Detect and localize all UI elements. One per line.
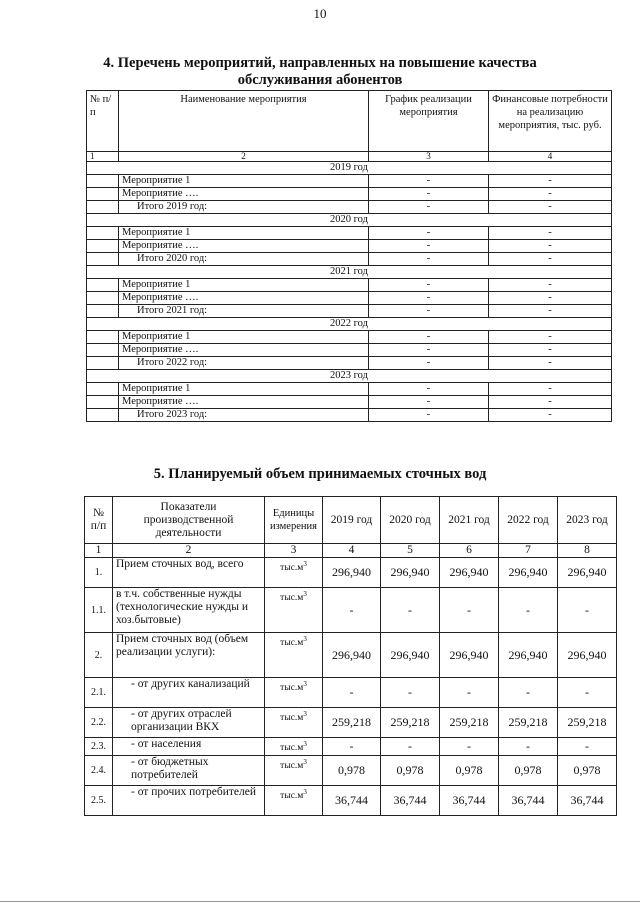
value-cell: 36,744 — [558, 786, 617, 816]
value-cell: - — [381, 588, 440, 633]
measure-name: Мероприятие …. — [119, 188, 369, 201]
value-cell: 259,218 — [558, 708, 617, 738]
unit-cell — [265, 738, 323, 756]
indicator-name: - от других отраслей организации ВКХ — [113, 708, 265, 738]
schedule-value: - — [369, 253, 489, 266]
unit-text: тыс.м — [280, 563, 304, 574]
unit-text: тыс.м — [280, 713, 304, 724]
unit-superscript: 3 — [303, 710, 307, 718]
value-cell: - — [558, 678, 617, 708]
year-row — [87, 214, 612, 227]
schedule-value: - — [369, 409, 489, 422]
schedule-value: - — [369, 383, 489, 396]
table-row — [87, 227, 612, 240]
table-row — [87, 357, 612, 370]
col-number: 3 — [369, 152, 489, 162]
table-row — [87, 175, 612, 188]
unit-cell — [265, 633, 323, 678]
header-year: 2020 год — [381, 497, 440, 544]
value-cell: 296,940 — [323, 558, 381, 588]
value-cell: - — [558, 588, 617, 633]
table-row — [87, 201, 612, 214]
schedule-value: - — [369, 396, 489, 409]
col-number: 4 — [323, 544, 381, 558]
unit-superscript: 3 — [303, 758, 307, 767]
value-cell: 296,940 — [381, 633, 440, 678]
value-cell: 0,978 — [440, 756, 499, 786]
finance-value: - — [489, 188, 612, 201]
year-row — [87, 370, 612, 383]
value-cell: - — [323, 588, 381, 633]
header-finance: Финансовые потребности на реализацию мероприятия, тыс. руб. — [489, 91, 612, 152]
year-label: 2020 год — [87, 214, 612, 227]
page-bottom-edge — [0, 901, 640, 902]
measure-name: Мероприятие 1 — [119, 279, 369, 292]
unit-cell — [265, 678, 323, 708]
schedule-value: - — [369, 292, 489, 305]
header-year: 2021 год — [440, 497, 499, 544]
col-number: 7 — [499, 544, 558, 558]
unit-cell — [265, 708, 323, 738]
unit-superscript: 3 — [303, 740, 307, 748]
value-cell: - — [440, 678, 499, 708]
finance-value: - — [489, 305, 612, 318]
unit-superscript: 3 — [303, 788, 307, 797]
value-cell: 0,978 — [381, 756, 440, 786]
value-cell: 0,978 — [499, 756, 558, 786]
value-cell: - — [558, 738, 617, 756]
col-number: 1 — [85, 544, 113, 558]
finance-value: - — [489, 396, 612, 409]
value-cell: 296,940 — [558, 633, 617, 678]
row-code: 1.1. — [85, 588, 113, 633]
value-cell: 296,940 — [558, 558, 617, 588]
finance-value: - — [489, 279, 612, 292]
value-cell: 259,218 — [381, 708, 440, 738]
finance-value: - — [489, 344, 612, 357]
col-number: 6 — [440, 544, 499, 558]
measure-name: Мероприятие …. — [119, 344, 369, 357]
value-cell: 296,940 — [440, 633, 499, 678]
table-row — [87, 279, 612, 292]
value-cell: 0,978 — [558, 756, 617, 786]
schedule-value: - — [369, 305, 489, 318]
total-label: Итого 2019 год: — [119, 201, 369, 214]
value-cell: - — [499, 738, 558, 756]
wastewater-table — [84, 496, 617, 816]
row-code: 2.5. — [85, 786, 113, 816]
finance-value: - — [489, 292, 612, 305]
year-label: 2021 год — [87, 266, 612, 279]
year-label: 2023 год — [87, 370, 612, 383]
finance-value: - — [489, 201, 612, 214]
schedule-value: - — [369, 344, 489, 357]
header-num: № п/п — [85, 497, 113, 544]
schedule-value: - — [369, 279, 489, 292]
finance-value: - — [489, 227, 612, 240]
row-code: 2.2. — [85, 708, 113, 738]
unit-text: тыс.м — [280, 791, 304, 802]
value-cell: 259,218 — [440, 708, 499, 738]
table-row — [85, 756, 617, 786]
schedule-value: - — [369, 240, 489, 253]
finance-value: - — [489, 240, 612, 253]
table-row — [87, 305, 612, 318]
section4-title — [60, 55, 580, 89]
value-cell: - — [323, 678, 381, 708]
page-number: 10 — [313, 6, 327, 21]
unit-text: тыс.м — [280, 761, 304, 772]
header-name: Наименование мероприятия — [119, 91, 369, 152]
table-row — [87, 344, 612, 357]
value-cell: 296,940 — [499, 633, 558, 678]
schedule-value: - — [369, 188, 489, 201]
header-year: 2022 год — [499, 497, 558, 544]
measure-name: Мероприятие …. — [119, 240, 369, 253]
table-row — [87, 240, 612, 253]
table-row — [85, 786, 617, 816]
finance-value: - — [489, 383, 612, 396]
table-row — [85, 738, 617, 756]
unit-cell — [265, 756, 323, 786]
value-cell: - — [381, 678, 440, 708]
finance-value: - — [489, 253, 612, 266]
year-row — [87, 162, 612, 175]
schedule-value: - — [369, 331, 489, 344]
measure-name: Мероприятие 1 — [119, 227, 369, 240]
value-cell: 296,940 — [499, 558, 558, 588]
value-cell: - — [381, 738, 440, 756]
unit-cell — [265, 786, 323, 816]
table-row — [85, 558, 617, 588]
col-number: 2 — [119, 152, 369, 162]
total-label: Итого 2023 год: — [119, 409, 369, 422]
section4-title-line1: 4. Перечень мероприятий, направленных на повышение качества — [103, 55, 537, 71]
finance-value: - — [489, 331, 612, 344]
col-number: 3 — [265, 544, 323, 558]
header-unit: Единицы измерения — [265, 497, 323, 544]
col-number: 5 — [381, 544, 440, 558]
measure-name: Мероприятие …. — [119, 396, 369, 409]
table-row — [87, 383, 612, 396]
row-code: 2.3. — [85, 738, 113, 756]
finance-value: - — [489, 409, 612, 422]
table-row — [87, 188, 612, 201]
unit-superscript: 3 — [303, 590, 307, 598]
measures-table — [86, 90, 612, 422]
value-cell: 259,218 — [499, 708, 558, 738]
measure-name: Мероприятие 1 — [119, 331, 369, 344]
col-number: 4 — [489, 152, 612, 162]
table-row — [87, 331, 612, 344]
unit-text: тыс.м — [280, 593, 304, 604]
total-label: Итого 2020 год: — [119, 253, 369, 266]
col-number: 2 — [113, 544, 265, 558]
indicator-name: в т.ч. собственные нужды (технологические нужды и хоз.бытовые) — [113, 588, 265, 633]
year-label: 2022 год — [87, 318, 612, 331]
value-cell: - — [440, 588, 499, 633]
year-label: 2019 год — [87, 162, 612, 175]
schedule-value: - — [369, 227, 489, 240]
column-number-row — [87, 152, 612, 162]
table-row — [85, 633, 617, 678]
row-code: 2. — [85, 633, 113, 678]
schedule-value: - — [369, 201, 489, 214]
indicator-name: Прием сточных вод, всего — [113, 558, 265, 588]
col-number: 1 — [87, 152, 119, 162]
total-label: Итого 2022 год: — [119, 357, 369, 370]
finance-value: - — [489, 357, 612, 370]
table-row — [87, 409, 612, 422]
indicator-name: - от прочих потребителей — [113, 786, 265, 816]
indicator-name: Прием сточных вод (объем реализации услуги): — [113, 633, 265, 678]
value-cell: 36,744 — [323, 786, 381, 816]
column-number-row — [85, 544, 617, 558]
row-code: 2.4. — [85, 756, 113, 786]
row-code: 1. — [85, 558, 113, 588]
finance-value: - — [489, 175, 612, 188]
table-row — [85, 588, 617, 633]
table-row — [87, 396, 612, 409]
table-row — [87, 253, 612, 266]
schedule-value: - — [369, 357, 489, 370]
year-row — [87, 266, 612, 279]
section4-title-line2: обслуживания абонентов — [237, 72, 403, 88]
header-year: 2019 год — [323, 497, 381, 544]
value-cell: 36,744 — [440, 786, 499, 816]
indicator-name: - от населения — [113, 738, 265, 756]
col-number: 8 — [558, 544, 617, 558]
unit-superscript: 3 — [303, 560, 307, 568]
value-cell: 296,940 — [323, 633, 381, 678]
value-cell: - — [499, 678, 558, 708]
header-num: № п/п — [87, 91, 119, 152]
unit-text: тыс.м — [280, 743, 304, 754]
value-cell: - — [499, 588, 558, 633]
unit-cell — [265, 558, 323, 588]
total-label: Итого 2021 год: — [119, 305, 369, 318]
value-cell: 36,744 — [499, 786, 558, 816]
indicator-name: - от других канализаций — [113, 678, 265, 708]
unit-text: тыс.м — [280, 638, 304, 649]
value-cell: 0,978 — [323, 756, 381, 786]
value-cell: - — [440, 738, 499, 756]
table-row — [87, 292, 612, 305]
header-indicator: Показатели производственной деятельности — [113, 497, 265, 544]
table-header-row — [85, 497, 617, 544]
table-row — [85, 708, 617, 738]
row-code: 2.1. — [85, 678, 113, 708]
measure-name: Мероприятие …. — [119, 292, 369, 305]
value-cell: 259,218 — [323, 708, 381, 738]
value-cell: 296,940 — [440, 558, 499, 588]
schedule-value: - — [369, 175, 489, 188]
unit-superscript: 3 — [303, 680, 307, 688]
value-cell: - — [323, 738, 381, 756]
value-cell: 296,940 — [381, 558, 440, 588]
table-row — [85, 678, 617, 708]
measure-name: Мероприятие 1 — [119, 383, 369, 396]
section5-title: 5. Планируемый объем принимаемых сточных вод — [153, 466, 487, 482]
measure-name: Мероприятие 1 — [119, 175, 369, 188]
value-cell: 36,744 — [381, 786, 440, 816]
unit-cell — [265, 588, 323, 633]
table-header-row — [87, 91, 612, 152]
unit-superscript: 3 — [303, 635, 307, 643]
indicator-name: - от бюджетных потребителей — [113, 756, 265, 786]
header-year: 2023 год — [558, 497, 617, 544]
header-schedule: График реализации мероприятия — [369, 91, 489, 152]
year-row — [87, 318, 612, 331]
unit-text: тыс.м — [280, 683, 304, 694]
